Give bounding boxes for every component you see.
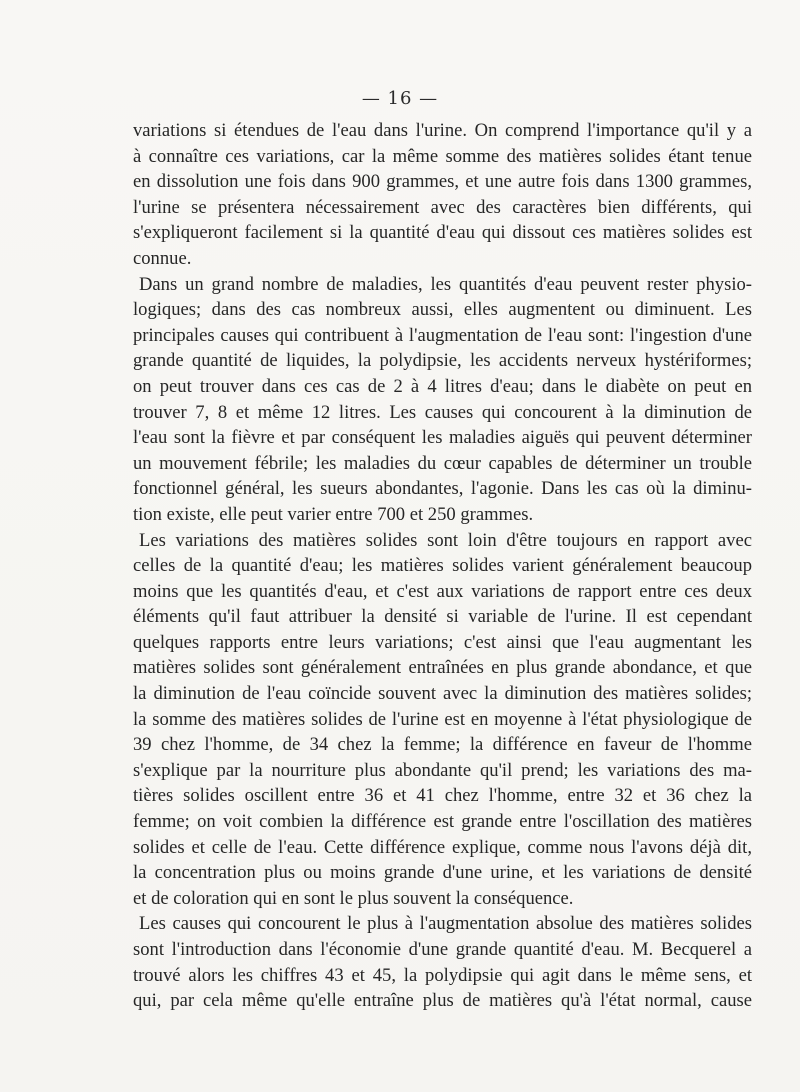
text-line: s'explique par la nourriture plus abondante qu'il prend; les variations des ma- [133,759,752,781]
body-text [133,118,752,1014]
paragraph [133,118,752,272]
text-line: quelques rapports entre leurs variations; c'est ainsi que l'eau augmentant les [133,631,752,653]
text-line: grande quantité de liquides, la polydipsie, les accidents nerveux hystériformes; [133,350,752,372]
text-line: tion existe, elle peut varier entre 700 et 250 grammes. [133,503,534,525]
text-line: un mouvement fébrile; les maladies du cœur capables de déterminer un trouble [133,452,752,474]
text-line: éléments qu'il faut attribuer la densité si variable de l'urine. Il est cependant [133,606,752,628]
text-line: moins que les quantités d'eau, et c'est aux variations de rapport entre ces deux [133,580,752,602]
text-line: femme; on voit combien la différence est grande entre l'oscillation des matières [133,811,752,833]
text-line: qui, par cela même qu'elle entraîne plus de matières qu'à l'état normal, cause [133,990,752,1012]
page-number: — 16 — [361,88,439,109]
text-line: trouvé alors les chiffres 43 et 45, la polydipsie qui agit dans le même sens, et [133,964,752,986]
text-line: on peut trouver dans ces cas de 2 à 4 litres d'eau; dans le diabète on peut en [133,375,752,397]
text-line: l'urine se présentera nécessairement avec des caractères bien différents, qui [133,196,752,218]
text-line: logiques; dans des cas nombreux aussi, elles augmentent ou diminuent. Les [133,299,752,321]
text-line: s'expliqueront facilement si la quantité d'eau qui dissout ces matières solides est [133,222,752,244]
text-line: solides et celle de l'eau. Cette différence explique, comme nous l'avons déjà dit, [133,836,752,858]
text-line: à connaître ces variations, car la même somme des matières solides étant tenue [133,145,752,167]
text-line: Les variations des matières solides sont loin d'être toujours en rapport avec [139,529,752,551]
paragraph [133,528,752,912]
text-line: l'eau sont la fièvre et par conséquent les maladies aiguës qui peuvent déterminer [133,427,752,449]
text-line: fonctionnel général, les sueurs abondantes, l'agonie. Dans les cas où la diminu- [133,478,752,500]
text-line: trouver 7, 8 et même 12 litres. Les causes qui concourent à la diminution de [133,401,752,423]
text-line: connue. [133,247,192,269]
text-line: la concentration plus ou moins grande d'une urine, et les variations de densité [133,862,752,884]
text-line: et de coloration qui en sont le plus souvent la conséquence. [133,887,574,909]
text-line: en dissolution une fois dans 900 grammes, et une autre fois dans 1300 grammes, [133,171,752,193]
text-line: la somme des matières solides de l'urine est en moyenne à l'état physiologique de [133,708,752,730]
text-line: sont l'introduction dans l'économie d'une grande quantité d'eau. M. Becquerel a [133,939,752,960]
text-line: 39 chez l'homme, de 34 chez la femme; la différence en faveur de l'homme [133,734,752,756]
text-line: tières solides oscillent entre 36 et 41 chez l'homme, entre 32 et 36 chez la [133,785,752,807]
text-line: Les causes qui concourent le plus à l'augmentation absolue des matières solides [139,913,752,935]
paragraph [133,911,752,1013]
text-line: celles de la quantité d'eau; les matières solides varient généralement beaucoup [133,555,752,577]
text-line: variations si étendues de l'eau dans l'urine. On comprend l'importance qu'il y a [133,120,752,141]
text-line: principales causes qui contribuent à l'augmentation de l'eau sont: l'ingestion d'une [133,324,752,346]
text-line: matières solides sont généralement entraînées en plus grande abondance, et que [133,657,752,679]
text-line: Dans un grand nombre de maladies, les quantités d'eau peuvent rester physio- [139,273,752,295]
paragraph [133,272,752,528]
text-line: la diminution de l'eau coïncide souvent avec la diminution des matières solides; [133,683,752,705]
